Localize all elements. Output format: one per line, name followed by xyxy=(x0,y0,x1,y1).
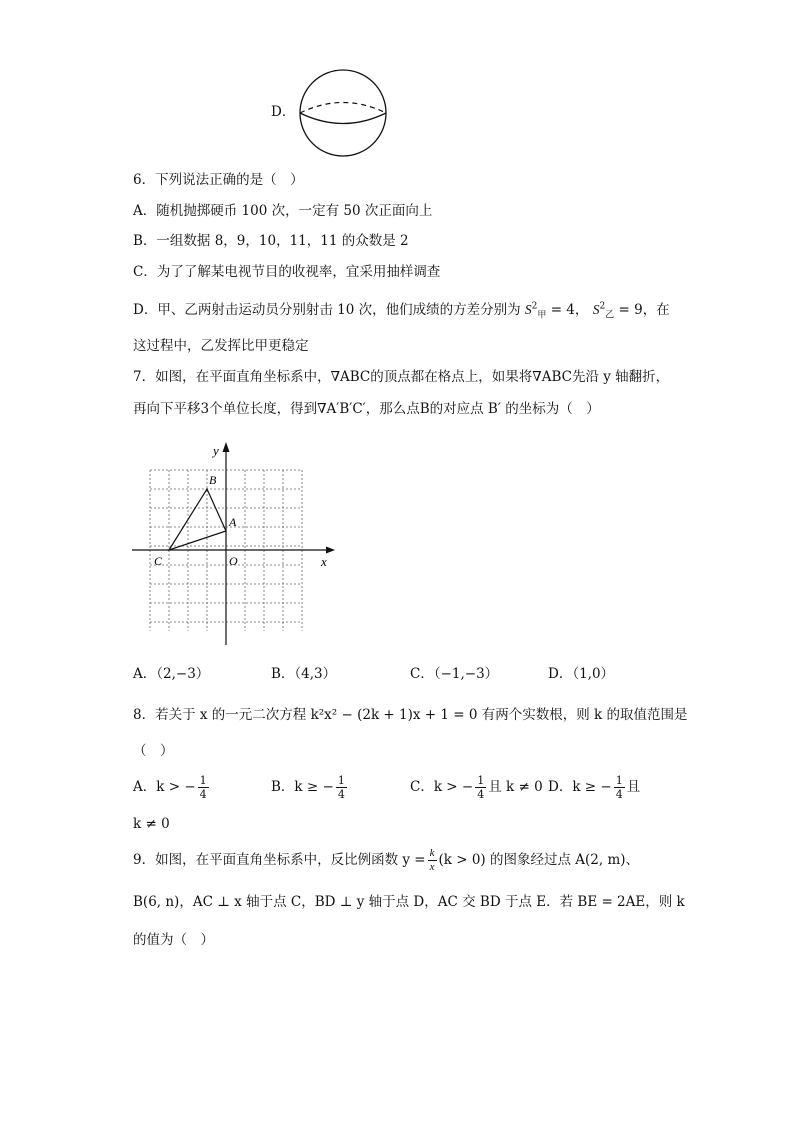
q6-stem: 6．下列说法正确的是（ ） xyxy=(133,172,304,188)
q8-option-a: A．k > − $\frac{1}{4}$ xyxy=(133,774,207,801)
x-axis-arrow xyxy=(326,547,335,554)
q6-option-d: D．甲、乙两射击运动员分别射击 10 次，他们成绩的方差分别为 $S^2_甲 = 4$， $S^2_乙 = 9$，在 xyxy=(133,301,670,321)
triangle-abc xyxy=(169,489,226,550)
y-axis-arrow xyxy=(223,442,230,452)
q8-option-d-line2: k ≠ 0 xyxy=(133,816,170,832)
q8-line1: 8．若关于 x 的一元二次方程 k²x² − (2k + 1)x + 1 = 0 有两个实数根，则 k 的取值范围是 xyxy=(133,707,688,723)
q8-option-d: D．k ≥ − $\frac{1}{4}$ 且 xyxy=(548,774,641,801)
q7-option-b: B．（4,3） xyxy=(271,666,337,682)
origin-label: O xyxy=(229,554,238,568)
q7-option-c: C．（−1,−3） xyxy=(410,666,499,682)
q7-option-d: D．（1,0） xyxy=(548,666,615,682)
x-axis-label: x xyxy=(321,554,327,569)
point-c-label: C xyxy=(154,554,163,568)
point-b-label: B xyxy=(209,473,217,487)
q8-option-c: C．k > − $\frac{1}{4}$ 且 k ≠ 0 xyxy=(410,774,543,801)
q7-line2: 再向下平移3个单位长度，得到∇A′B′C′，那么点B的对应点 B′ 的坐标为（ ） xyxy=(133,401,600,417)
y-axis-label: y xyxy=(213,443,219,458)
q9-line1: 9．如图，在平面直角坐标系中，反比例函数 y = $\frac{k}{x}$ (k > 0) 的图象经过点 A(2, m)、 xyxy=(133,847,640,873)
q6-option-b: B．一组数据 8，9，10，11，11 的众数是 2 xyxy=(133,233,409,249)
q6-option-c: C．为了了解某电视节目的收视率，宜采用抽样调查 xyxy=(133,264,441,280)
q6-option-a: A．随机抛掷硬币 100 次，一定有 50 次正面向上 xyxy=(133,203,433,219)
sphere-figure xyxy=(297,68,389,158)
q8-paren: （ ） xyxy=(133,743,174,759)
q8-option-b: B．k ≥ − $\frac{1}{4}$ xyxy=(271,774,345,801)
q5-option-d-label: D． xyxy=(271,104,296,120)
q9-line3: 的值为（ ） xyxy=(133,932,214,948)
coordinate-grid-figure xyxy=(128,438,343,650)
q7-line1: 7．如图，在平面直角坐标系中，∇ABC的顶点都在格点上，如果将∇ABC先沿 y 轴翻折， xyxy=(133,369,670,385)
point-a-label: A xyxy=(229,515,237,529)
q6-option-d-line2: 这过程中，乙发挥比甲更稳定 xyxy=(133,338,309,354)
q9-line2: B(6, n)，AC ⊥ x 轴于点 C，BD ⊥ y 轴于点 D，AC 交 BD 于点 E．若 BE = 2AE，则 k xyxy=(133,894,685,910)
q7-option-a: A．（2,−3） xyxy=(133,666,210,682)
